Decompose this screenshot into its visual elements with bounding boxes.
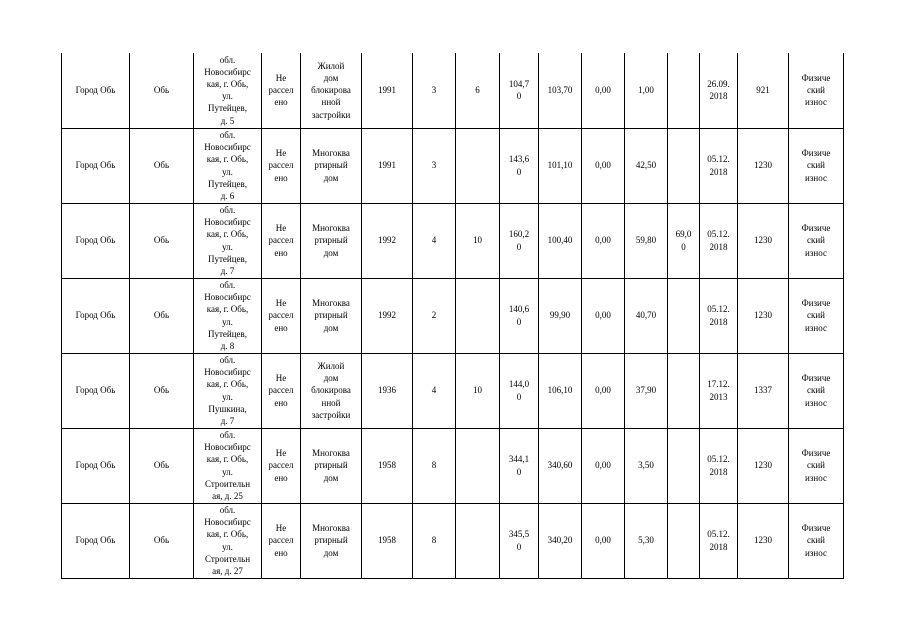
- cell-reason: Физиче ский износ: [789, 278, 844, 353]
- cell-area-living: 103,70: [539, 53, 582, 128]
- cell-status: Не рассел ено: [262, 428, 301, 503]
- cell-type: Жилой дом блокирова нной застройки: [301, 53, 362, 128]
- cell-reason: Физиче ский износ: [789, 503, 844, 578]
- table-row: [62, 53, 844, 128]
- cell-year: 1991: [362, 128, 413, 203]
- cell-area-living: 101,10: [539, 128, 582, 203]
- cell-col13: 69,0 0: [668, 203, 700, 278]
- cell-locality: Обь: [130, 503, 194, 578]
- cell-area-other: 0,00: [582, 203, 625, 278]
- cell-status: Не рассел ено: [262, 503, 301, 578]
- cell-number: 1230: [738, 503, 789, 578]
- cell-area-other: 0,00: [582, 128, 625, 203]
- cell-locality: Обь: [130, 53, 194, 128]
- cell-municipality: Город Обь: [62, 278, 130, 353]
- cell-col8: [456, 428, 500, 503]
- cell-area-other: 0,00: [582, 428, 625, 503]
- cell-area-2: 1,00: [625, 53, 668, 128]
- table-row: [62, 203, 844, 278]
- cell-status: Не рассел ено: [262, 353, 301, 428]
- cell-area-other: 0,00: [582, 353, 625, 428]
- cell-type: Многоква ртирный дом: [301, 503, 362, 578]
- table-row: [62, 428, 844, 503]
- cell-municipality: Город Обь: [62, 428, 130, 503]
- cell-area-living: 100,40: [539, 203, 582, 278]
- cell-year: 1958: [362, 428, 413, 503]
- table-row: [62, 503, 844, 578]
- cell-reason: Физиче ский износ: [789, 428, 844, 503]
- cell-year: 1958: [362, 503, 413, 578]
- cell-area-total: 143,6 0: [500, 128, 539, 203]
- cell-type: Многоква ртирный дом: [301, 128, 362, 203]
- cell-type: Многоква ртирный дом: [301, 428, 362, 503]
- cell-reason: Физиче ский износ: [789, 53, 844, 128]
- cell-type: Жилой дом блокирова нной застройки: [301, 353, 362, 428]
- cell-municipality: Город Обь: [62, 53, 130, 128]
- cell-date: 05.12. 2018: [700, 203, 738, 278]
- cell-col8: 6: [456, 53, 500, 128]
- cell-type: Многоква ртирный дом: [301, 203, 362, 278]
- cell-address: обл. Новосибирс кая, г. Обь, ул. Путейцев, д. 6: [194, 128, 262, 203]
- cell-number: 1230: [738, 203, 789, 278]
- cell-date: 17.12. 2013: [700, 353, 738, 428]
- cell-col13: [668, 53, 700, 128]
- cell-area-2: 5,30: [625, 503, 668, 578]
- cell-area-2: 42,50: [625, 128, 668, 203]
- cell-col8: 10: [456, 353, 500, 428]
- cell-area-total: 344,1 0: [500, 428, 539, 503]
- cell-date: 26.09. 2018: [700, 53, 738, 128]
- housing-table: [61, 53, 844, 579]
- cell-col13: [668, 128, 700, 203]
- cell-number: 1230: [738, 128, 789, 203]
- cell-number: 921: [738, 53, 789, 128]
- cell-date: 05.12. 2018: [700, 128, 738, 203]
- cell-area-2: 37,90: [625, 353, 668, 428]
- cell-col13: [668, 278, 700, 353]
- cell-col13: [668, 503, 700, 578]
- cell-area-living: 340,20: [539, 503, 582, 578]
- cell-area-2: 59,80: [625, 203, 668, 278]
- cell-col8: [456, 503, 500, 578]
- cell-floors: 8: [413, 428, 456, 503]
- cell-reason: Физиче ский износ: [789, 128, 844, 203]
- cell-area-other: 0,00: [582, 278, 625, 353]
- cell-address: обл. Новосибирс кая, г. Обь, ул. Пушкина, д. 7: [194, 353, 262, 428]
- cell-reason: Физиче ский износ: [789, 203, 844, 278]
- cell-floors: 3: [413, 128, 456, 203]
- cell-municipality: Город Обь: [62, 203, 130, 278]
- cell-date: 05.12. 2018: [700, 428, 738, 503]
- cell-col13: [668, 353, 700, 428]
- cell-year: 1936: [362, 353, 413, 428]
- cell-number: 1230: [738, 278, 789, 353]
- cell-address: обл. Новосибирс кая, г. Обь, ул. Строительн ая, д. 27: [194, 503, 262, 578]
- cell-address: обл. Новосибирс кая, г. Обь, ул. Путейцев, д. 8: [194, 278, 262, 353]
- cell-status: Не рассел ено: [262, 53, 301, 128]
- cell-col13: [668, 428, 700, 503]
- cell-number: 1337: [738, 353, 789, 428]
- cell-date: 05.12. 2018: [700, 278, 738, 353]
- cell-area-total: 160,2 0: [500, 203, 539, 278]
- cell-number: 1230: [738, 428, 789, 503]
- cell-status: Не рассел ено: [262, 203, 301, 278]
- cell-year: 1991: [362, 53, 413, 128]
- table-row: [62, 278, 844, 353]
- table-row: [62, 353, 844, 428]
- cell-address: обл. Новосибирс кая, г. Обь, ул. Путейцев, д. 5: [194, 53, 262, 128]
- cell-area-total: 144,0 0: [500, 353, 539, 428]
- cell-locality: Обь: [130, 428, 194, 503]
- cell-floors: 4: [413, 353, 456, 428]
- cell-floors: 4: [413, 203, 456, 278]
- cell-area-living: 99,90: [539, 278, 582, 353]
- cell-col8: [456, 128, 500, 203]
- cell-area-2: 3,50: [625, 428, 668, 503]
- cell-locality: Обь: [130, 203, 194, 278]
- cell-area-2: 40,70: [625, 278, 668, 353]
- cell-area-total: 104,7 0: [500, 53, 539, 128]
- cell-type: Многоква ртирный дом: [301, 278, 362, 353]
- cell-status: Не рассел ено: [262, 278, 301, 353]
- cell-area-total: 345,5 0: [500, 503, 539, 578]
- cell-address: обл. Новосибирс кая, г. Обь, ул. Строительн ая, д. 25: [194, 428, 262, 503]
- cell-status: Не рассел ено: [262, 128, 301, 203]
- cell-municipality: Город Обь: [62, 353, 130, 428]
- cell-area-living: 340,60: [539, 428, 582, 503]
- cell-year: 1992: [362, 278, 413, 353]
- cell-col8: 10: [456, 203, 500, 278]
- cell-address: обл. Новосибирс кая, г. Обь, ул. Путейцев, д. 7: [194, 203, 262, 278]
- cell-locality: Обь: [130, 353, 194, 428]
- cell-municipality: Город Обь: [62, 128, 130, 203]
- cell-area-total: 140,6 0: [500, 278, 539, 353]
- cell-locality: Обь: [130, 128, 194, 203]
- cell-floors: 3: [413, 53, 456, 128]
- cell-area-other: 0,00: [582, 53, 625, 128]
- table-row: [62, 128, 844, 203]
- cell-area-living: 106,10: [539, 353, 582, 428]
- cell-col8: [456, 278, 500, 353]
- cell-locality: Обь: [130, 278, 194, 353]
- cell-municipality: Город Обь: [62, 503, 130, 578]
- cell-floors: 2: [413, 278, 456, 353]
- cell-area-other: 0,00: [582, 503, 625, 578]
- cell-floors: 8: [413, 503, 456, 578]
- cell-reason: Физиче ский износ: [789, 353, 844, 428]
- cell-date: 05.12. 2018: [700, 503, 738, 578]
- cell-year: 1992: [362, 203, 413, 278]
